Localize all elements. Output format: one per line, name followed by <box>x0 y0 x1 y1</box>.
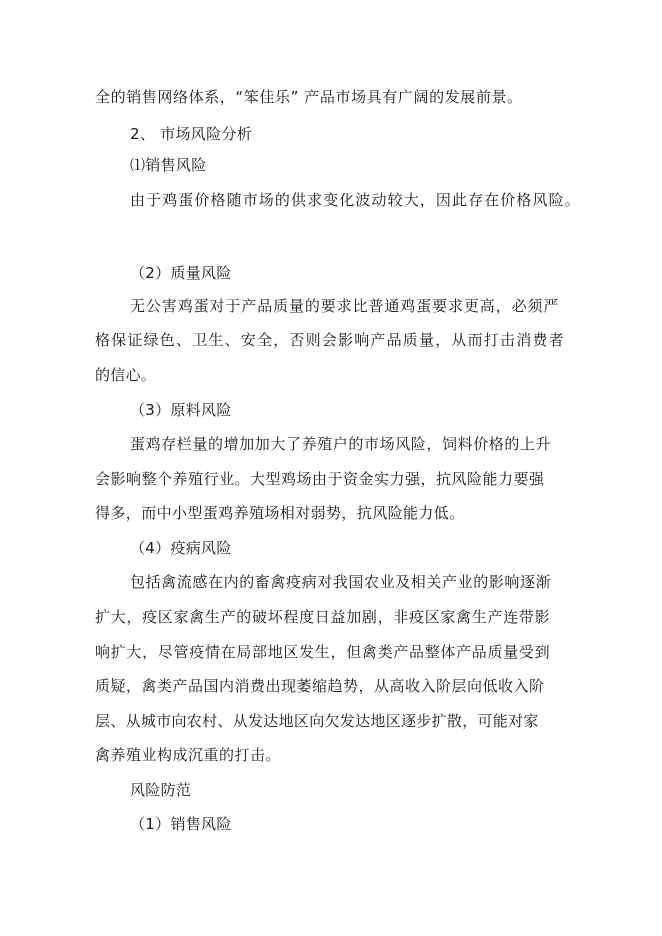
subsection-heading: （3）原料风险 <box>130 401 232 419</box>
section-heading: 2、 市场风险分析 <box>130 125 253 143</box>
subsection-heading: （4）疫病风险 <box>130 539 232 557</box>
section-heading: 风险防范 <box>130 781 192 799</box>
paragraph-line: 包括禽流感在内的畜禽疫病对我国农业及相关产业的影响逐渐 <box>130 573 552 591</box>
subsection-heading: （2）质量风险 <box>130 264 232 282</box>
paragraph-line: 无公害鸡蛋对于产品质量的要求比普通鸡蛋要求更高，必须严 <box>130 297 560 315</box>
paragraph-line: 蛋鸡存栏量的增加加大了养殖户的市场风险，饲料价格的上升 <box>130 435 552 453</box>
paragraph-line: 质疑，禽类产品国内消费出现萎缩趋势，从高收入阶层向低收入阶 <box>95 677 545 695</box>
paragraph-line: 的信心。 <box>95 366 157 384</box>
paragraph-line: 响扩大，尽管疫情在局部地区发生，但禽类产品整体产品质量受到 <box>95 643 551 661</box>
paragraph-line: 由于鸡蛋价格随市场的供求变化波动较大，因此存在价格风险。 <box>130 191 581 209</box>
paragraph-line: 会影响整个养殖行业。大型鸡场由于资金实力强，抗风险能力要强 <box>95 470 545 488</box>
paragraph-line: 禽养殖业构成沉重的打击。 <box>95 746 282 764</box>
paragraph-line: 全的销售网络体系，“笨佳乐” 产品市场具有广阔的发展前景。 <box>95 88 523 106</box>
paragraph-line: 扩大，疫区家禽生产的破坏程度日益加剧，非疫区家禽生产连带影 <box>95 608 551 626</box>
subsection-heading: （1）销售风险 <box>130 815 232 833</box>
paragraph-line: 格保证绿色、卫生、安全，否则会影响产品质量，从而打击消费者 <box>95 331 565 349</box>
paragraph-line: 层、从城市向农村、从发达地区向欠发达地区逐步扩散，可能对家 <box>95 712 539 730</box>
paragraph-line: 得多，而中小型蛋鸡养殖场相对弱势，抗风险能力低。 <box>95 504 465 522</box>
subsection-heading: ⑴销售风险 <box>130 156 207 174</box>
